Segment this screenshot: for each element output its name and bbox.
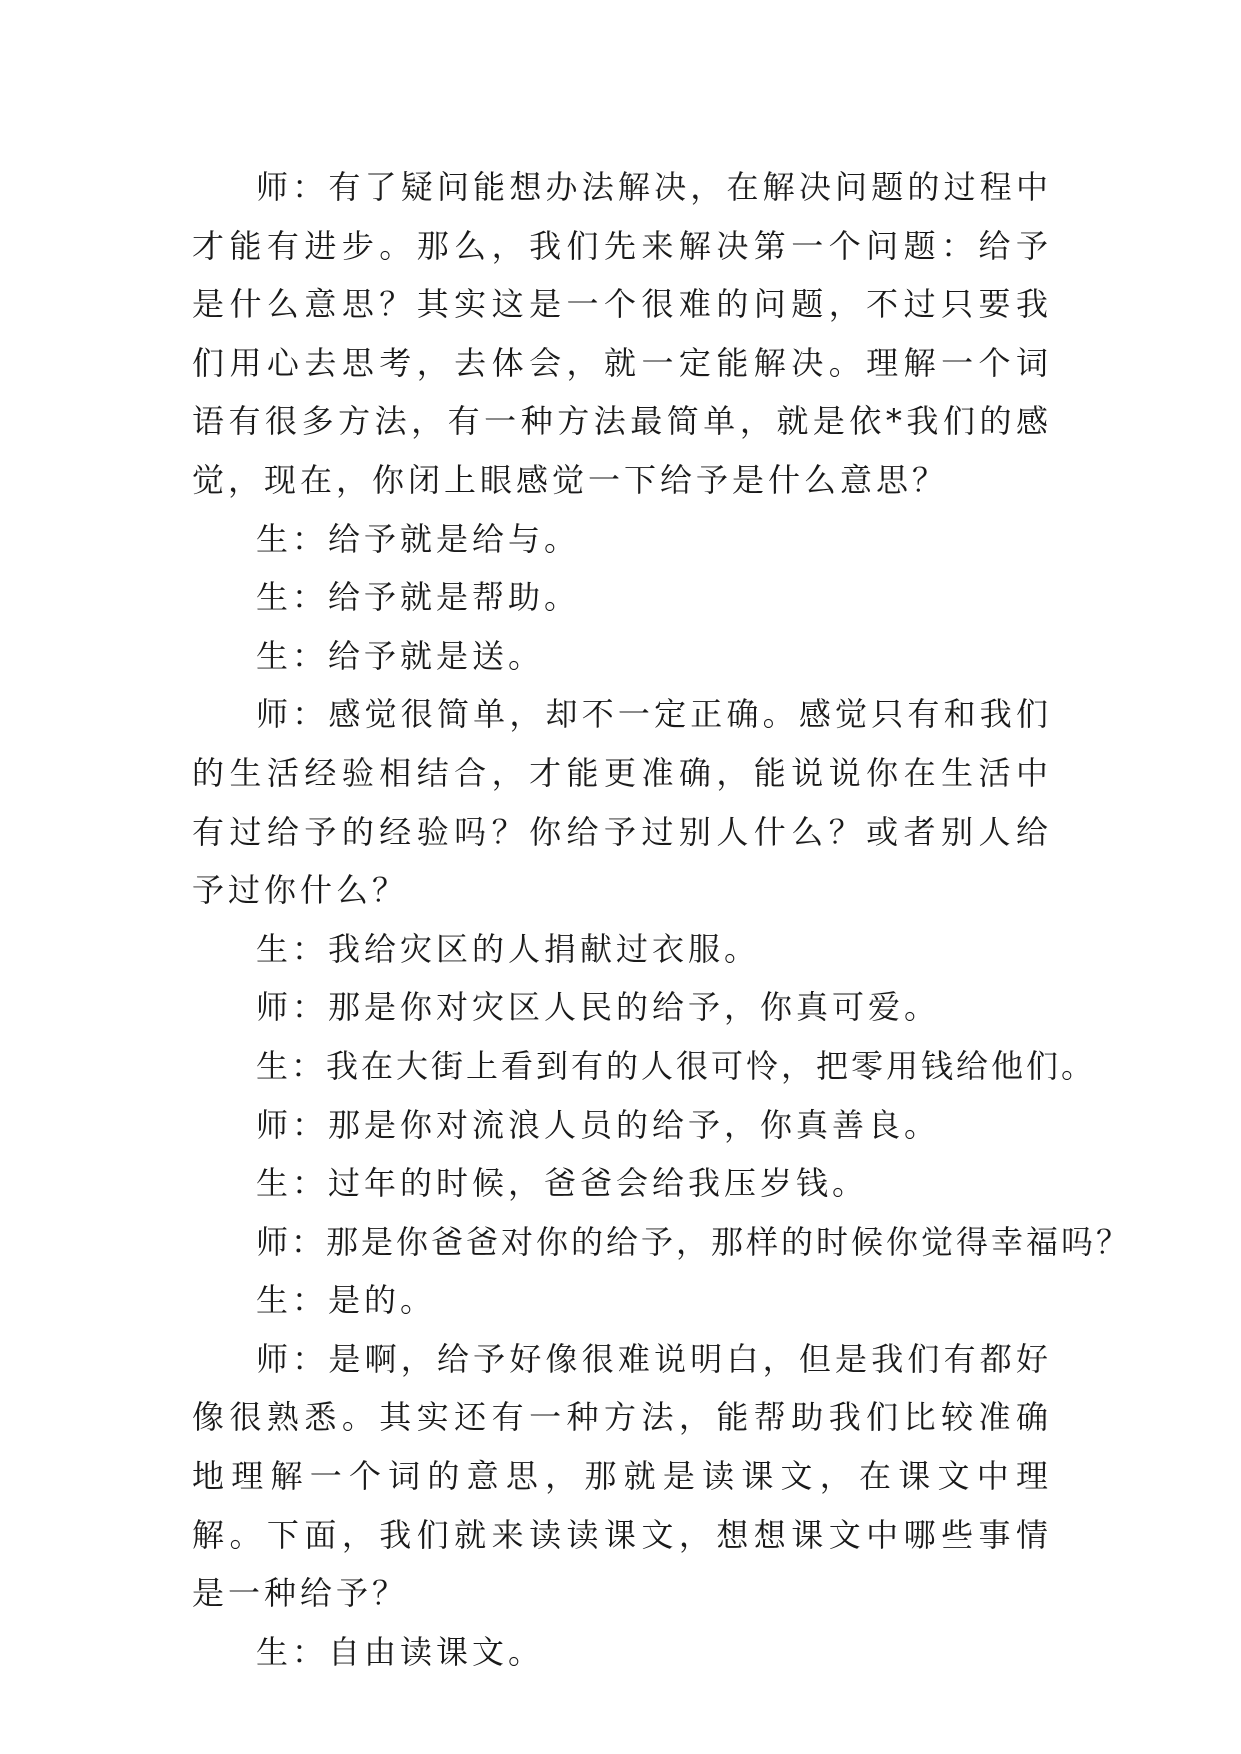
paragraph-teacher-4: 师：那是你对流浪人员的给予，你真善良。 [256, 1105, 941, 1144]
paragraph-student-1: 生：给予就是给与。 [256, 519, 581, 558]
paragraph-student-5: 生：我在大街上看到有的人很可怜，把零用钱给他们。 [256, 1046, 1097, 1085]
document-body [192, 158, 1132, 1681]
paragraph-teacher-6: 师：是啊，给予好像很难说明白，但是我们有都好像很熟悉。其实还有一种方法，能帮助我们比较准确地理解一个词的意思，那就是读课文，在课文中理解。下面，我们就来读读课文，想想课文中哪些事情是一种给予？ [192, 1339, 1052, 1613]
paragraph-student-2: 生：给予就是帮助。 [256, 578, 581, 617]
paragraph-student-4: 生：我给灾区的人捐献过衣服。 [256, 929, 761, 968]
paragraph-teacher-2: 师：感觉很简单，却不一定正确。感觉只有和我们的生活经验相结合，才能更准确，能说说你在生活中有过给予的经验吗？你给予过别人什么？或者别人给予过你什么？ [192, 695, 1052, 910]
paragraph-teacher-1: 师：有了疑问能想办法解决，在解决问题的过程中才能有进步。那么，我们先来解决第一个问题：给予是什么意思？其实这是一个很难的问题，不过只要我们用心去思考，去体会，就一定能解决。理解一个词语有很多方法，有一种方法最简单，就是依*我们的感觉，现在，你闭上眼感觉一下给予是什么意思？ [192, 168, 1052, 499]
paragraph-student-6: 生：过年的时候，爸爸会给我压岁钱。 [256, 1164, 869, 1203]
paragraph-teacher-3: 师：那是你对灾区人民的给予，你真可爱。 [256, 988, 941, 1027]
paragraph-teacher-5: 师：那是你爸爸对你的给予，那样的时候你觉得幸福吗？ [256, 1222, 1132, 1261]
paragraph-student-7: 生：是的。 [256, 1281, 437, 1320]
paragraph-student-8: 生：自由读课文。 [256, 1632, 545, 1671]
paragraph-student-3: 生：给予就是送。 [256, 636, 545, 675]
